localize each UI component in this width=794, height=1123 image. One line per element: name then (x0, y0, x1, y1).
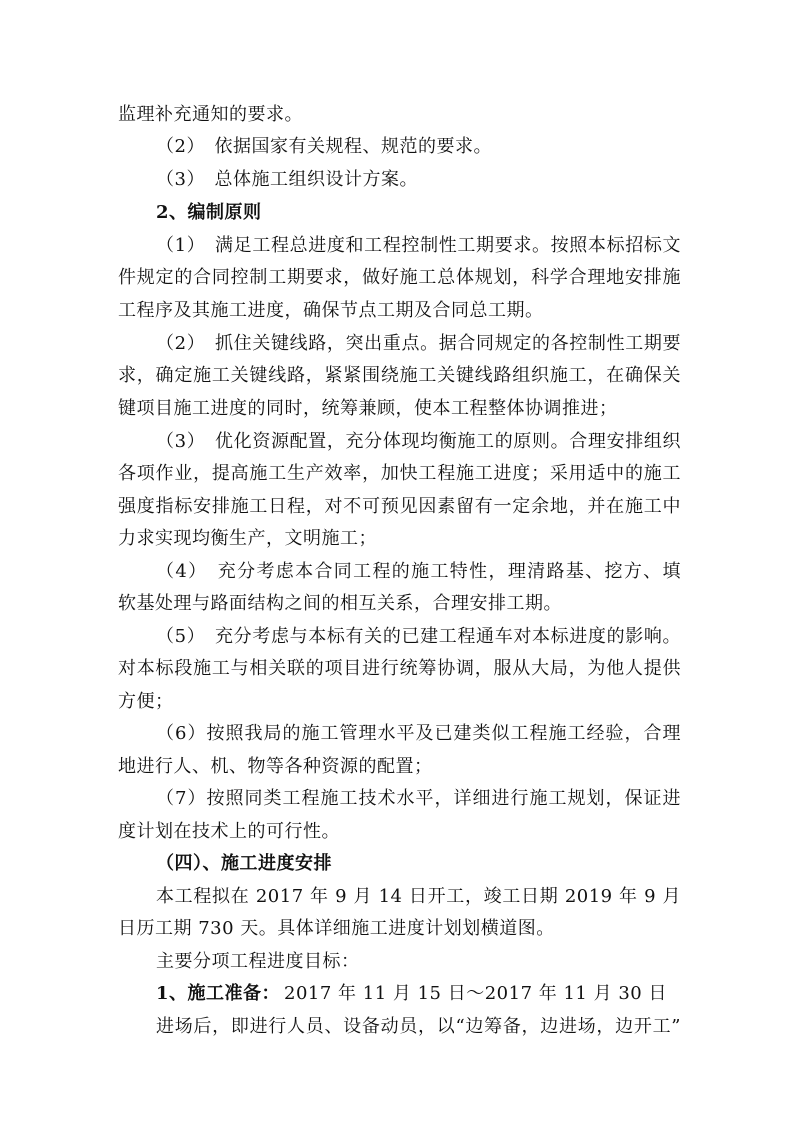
text-content: 度计划在技术上的可行性。 (118, 821, 340, 842)
date-range: 2017 年 11 月 15 日～2017 年 11 月 30 日 (284, 983, 667, 1004)
text-content: （2） 抓住关键线路，突出重点。据合同规定的各控制性工期要 (156, 333, 681, 354)
text-content: 地进行人、机、物等各种资源的配置； (118, 756, 433, 777)
text-content: 日历工期 730 天。具体详细施工进度计划划横道图。 (118, 918, 555, 939)
text-content: （7）按照同类工程施工技术水平，详细进行施工规划，保证进 (156, 788, 681, 809)
text-content: （4） 充分考虑本合同工程的施工特性，理清路基、挖方、填 (156, 561, 681, 582)
text-content: 强度指标安排施工日程，对不可预见因素留有一定余地，并在施工中 (118, 496, 681, 517)
text-content: 主要分项工程进度目标： (156, 951, 360, 972)
text-content: （3） 优化资源配置，充分体现均衡施工的原则。合理安排组织 (156, 431, 681, 452)
text-content: 力求实现均衡生产，文明施工； (118, 528, 377, 549)
text-content: 进场后，即进行人员、设备动员，以“边筹备，边进场，边开工” (156, 1016, 681, 1037)
text-content: 求，确定施工关键线路，紧紧围绕施工关键线路组织施工，在确保关 (118, 365, 681, 386)
text-content: （3） 总体施工组织设计方案。 (156, 169, 418, 190)
text-content: （6）按照我局的施工管理水平及已建类似工程施工经验，合理 (156, 723, 681, 744)
text-content: （2） 依据国家有关规程、规范的要求。 (156, 136, 492, 157)
text-content: 监理补充通知的要求。 (118, 104, 303, 125)
subheading-label: 1、施工准备： (156, 983, 281, 1004)
heading-text: 2、编制原则 (156, 202, 262, 223)
text-content: 方便； (118, 691, 174, 712)
text-content: 对本标段施工与相关联的项目进行统筹协调，服从大局，为他人提供 (118, 658, 681, 679)
text-content: （1） 满足工程总进度和工程控制性工期要求。按照本标招标文 (156, 235, 681, 256)
text-content: 软基处理与路面结构之间的相互关系，合理安排工期。 (118, 593, 562, 614)
heading-text: （四）、施工进度安排 (156, 853, 332, 874)
text-content: 键项目施工进度的同时，统筹兼顾，使本工程整体协调推进； (118, 398, 618, 419)
text-content: 本工程拟在 2017 年 9 月 14 日开工，竣工日期 2019 年 9 月 (156, 886, 681, 907)
text-content: 工程序及其施工进度，确保节点工期及合同总工期。 (118, 300, 544, 321)
text-content: 件规定的合同控制工期要求，做好施工总体规划，科学合理地安排施 (118, 267, 681, 288)
text-content: （5） 充分考虑与本标有关的已建工程通车对本标进度的影响。 (156, 626, 681, 647)
text-content: 各项作业，提高施工生产效率，加快工程施工进度；采用适中的施工 (118, 463, 681, 484)
